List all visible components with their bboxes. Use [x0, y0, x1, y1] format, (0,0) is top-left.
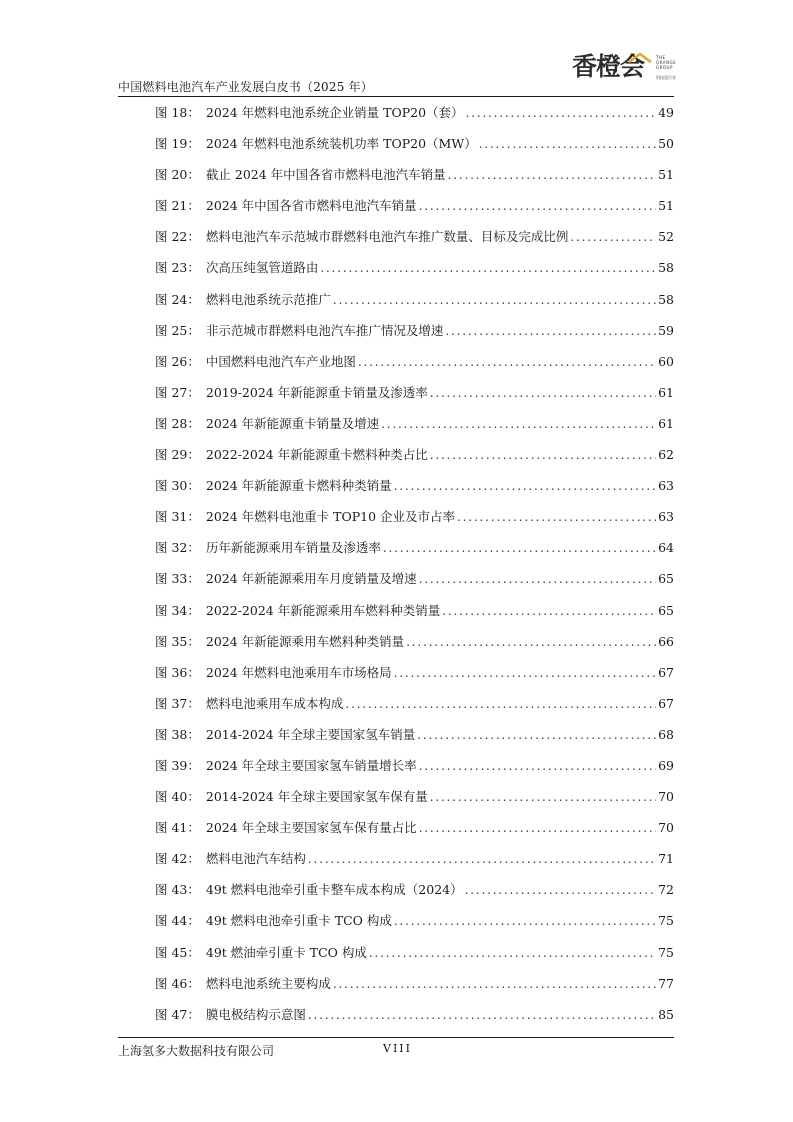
dot-leader	[466, 103, 657, 124]
dot-leader	[442, 601, 656, 622]
figure-label: 图 30：	[155, 478, 200, 494]
figure-title: 2024 年新能源重卡燃料种类销量	[205, 478, 392, 494]
toc-entry[interactable]	[155, 1004, 674, 1035]
figure-title: 49t 燃料电池牵引重卡 TCO 构成	[205, 913, 392, 929]
figure-page-number: 71	[658, 851, 674, 867]
figure-title: 2024 年燃料电池系统装机功率 TOP20（MW）	[205, 136, 477, 152]
figure-title: 燃料电池汽车示范城市群燃料电池汽车推广数量、目标及完成比例	[205, 229, 569, 245]
figure-page-number: 65	[658, 602, 674, 618]
logo-en-line: ORANGE	[656, 60, 677, 65]
toc-entry[interactable]	[155, 257, 674, 288]
figure-page-number: 75	[658, 913, 674, 929]
figure-label: 图 24：	[155, 291, 200, 307]
figure-label: 图 22：	[155, 229, 200, 245]
figure-page-number: 72	[658, 882, 674, 898]
figure-title: 2014-2024 年全球主要国家氢车销量	[205, 726, 416, 742]
figure-label: 图 25：	[155, 322, 200, 338]
figure-label: 图 29：	[155, 447, 200, 463]
dot-leader	[448, 165, 656, 186]
dot-leader	[381, 414, 656, 435]
figure-label: 图 28：	[155, 415, 200, 431]
figure-label: 图 37：	[155, 695, 200, 711]
toc-entry[interactable]	[155, 724, 674, 755]
toc-entry[interactable]	[155, 879, 674, 910]
figure-label: 图 31：	[155, 509, 200, 525]
figure-label: 图 39：	[155, 757, 200, 773]
toc-entry[interactable]	[155, 289, 674, 320]
figure-page-number: 70	[658, 820, 674, 836]
figure-label: 图 38：	[155, 726, 200, 742]
toc-entry[interactable]	[155, 506, 674, 537]
figure-label: 图 36：	[155, 664, 200, 680]
dot-leader	[465, 880, 656, 901]
logo-subtitle: 科技氢行业	[656, 75, 676, 80]
dot-leader	[406, 632, 656, 653]
figure-title: 2014-2024 年全球主要国家氢车保有量	[205, 789, 428, 805]
figure-title: 2024 年新能源乘用车燃料种类销量	[205, 633, 405, 649]
figure-label: 图 47：	[155, 1006, 200, 1022]
figure-page-number: 63	[658, 478, 674, 494]
figure-title: 2024 年中国各省市燃料电池汽车销量	[205, 198, 417, 214]
figure-title: 2022-2024 年新能源重卡燃料种类占比	[205, 447, 428, 463]
figure-title: 燃料电池系统主要构成	[205, 975, 331, 991]
figure-page-number: 58	[658, 260, 674, 276]
toc-entry[interactable]	[155, 568, 674, 599]
figure-title: 49t 燃油牵引重卡 TCO 构成	[205, 944, 367, 960]
figure-label: 图 27：	[155, 384, 200, 400]
toc-entry[interactable]	[155, 848, 674, 879]
orange-group-logo	[572, 49, 676, 85]
figure-page-number: 85	[658, 1006, 674, 1022]
figure-page-number: 68	[658, 726, 674, 742]
dot-leader	[333, 974, 656, 995]
dot-leader	[394, 663, 656, 684]
page-number: VIII	[383, 1042, 412, 1055]
toc-entry[interactable]	[155, 382, 674, 413]
dot-leader	[333, 290, 656, 311]
footer-company-name: 上海氢多大数据科技有限公司	[118, 1044, 275, 1058]
dot-leader	[419, 196, 656, 217]
figure-page-number: 62	[658, 447, 674, 463]
figure-page-number: 63	[658, 509, 674, 525]
dot-leader	[394, 476, 656, 497]
document-header-title: 中国燃料电池汽车产业发展白皮书（2025 年）	[118, 80, 373, 94]
dot-leader	[308, 849, 656, 870]
toc-entry[interactable]	[155, 755, 674, 786]
dot-leader	[430, 445, 656, 466]
toc-entry[interactable]	[155, 475, 674, 506]
figure-title: 2019-2024 年新能源重卡销量及渗透率	[205, 384, 428, 400]
orange-mark-icon	[627, 53, 653, 63]
figure-page-number: 50	[658, 136, 674, 152]
dot-leader	[430, 787, 656, 808]
figure-label: 图 41：	[155, 820, 200, 836]
dot-leader	[383, 538, 656, 559]
figure-title: 燃料电池汽车结构	[205, 851, 306, 867]
logo-english-name	[656, 55, 676, 70]
figure-page-number: 70	[658, 789, 674, 805]
figure-title: 2022-2024 年新能源乘用车燃料种类销量	[205, 602, 441, 618]
dot-leader	[419, 818, 656, 839]
logo-en-line: GROUP	[656, 65, 673, 70]
figure-page-number: 77	[658, 975, 674, 991]
figure-label: 图 20：	[155, 167, 200, 183]
toc-entry[interactable]	[155, 817, 674, 848]
figure-page-number: 69	[658, 757, 674, 773]
toc-entry[interactable]	[155, 942, 674, 973]
figure-page-number: 67	[658, 664, 674, 680]
dot-leader	[308, 1005, 656, 1026]
figure-page-number: 64	[658, 540, 674, 556]
figure-label: 图 21：	[155, 198, 200, 214]
figure-title: 中国燃料电池汽车产业地图	[205, 353, 356, 369]
toc-entry[interactable]	[155, 351, 674, 382]
toc-entry[interactable]	[155, 444, 674, 475]
dot-leader	[570, 227, 656, 248]
figure-label: 图 33：	[155, 571, 200, 587]
figure-title: 次高压纯氢管道路由	[205, 260, 319, 276]
dot-leader	[445, 321, 656, 342]
figure-title: 截止 2024 年中国各省市燃料电池汽车销量	[205, 167, 446, 183]
figure-page-number: 66	[658, 633, 674, 649]
figure-page-number: 52	[658, 229, 674, 245]
figure-page-number: 65	[658, 571, 674, 587]
dot-leader	[419, 569, 656, 590]
figure-page-number: 59	[658, 322, 674, 338]
figure-label: 图 35：	[155, 633, 200, 649]
dot-leader	[419, 756, 656, 777]
toc-entry[interactable]	[155, 786, 674, 817]
figure-title: 燃料电池乘用车成本构成	[205, 695, 344, 711]
figure-page-number: 61	[658, 384, 674, 400]
toc-entry[interactable]	[155, 195, 674, 226]
dot-leader	[457, 507, 656, 528]
figure-title: 非示范城市群燃料电池汽车推广情况及增速	[205, 322, 444, 338]
figure-page-number: 49	[658, 105, 674, 120]
logo-wordmark: 香橙会	[572, 52, 645, 81]
figure-title: 49t 燃料电池牵引重卡整车成本构成（2024）	[205, 882, 463, 898]
toc-entry[interactable]	[155, 693, 674, 724]
toc-entry[interactable]	[155, 662, 674, 693]
figure-label: 图 42：	[155, 851, 200, 867]
toc-entry[interactable]	[155, 537, 674, 568]
figure-title: 2024 年新能源重卡销量及增速	[205, 415, 380, 431]
figure-label: 图 40：	[155, 789, 200, 805]
dot-leader	[345, 694, 656, 715]
figure-page-number: 51	[658, 198, 674, 214]
figure-title: 2024 年燃料电池重卡 TOP10 企业及市占率	[205, 509, 456, 525]
toc-entry[interactable]	[155, 102, 674, 133]
toc-entry[interactable]	[155, 910, 674, 941]
figure-label: 图 18：	[155, 105, 200, 120]
figure-page-number: 67	[658, 695, 674, 711]
footer-divider	[118, 1037, 674, 1038]
dot-leader	[430, 383, 656, 404]
figure-label: 图 44：	[155, 913, 200, 929]
toc-entry[interactable]	[155, 226, 674, 257]
figure-label: 图 19：	[155, 136, 200, 152]
toc-entry[interactable]	[155, 600, 674, 631]
figure-title: 膜电极结构示意图	[205, 1006, 306, 1022]
figure-label: 图 23：	[155, 260, 200, 276]
logo-en-line: THE	[656, 55, 666, 60]
toc-entry[interactable]	[155, 320, 674, 351]
toc-entry[interactable]	[155, 413, 674, 444]
figure-label: 图 26：	[155, 353, 200, 369]
figure-title: 燃料电池系统示范推广	[205, 291, 331, 307]
toc-entry[interactable]	[155, 631, 674, 662]
toc-entry[interactable]	[155, 973, 674, 1004]
toc-entry[interactable]	[155, 164, 674, 195]
toc-entry[interactable]	[155, 133, 674, 164]
dot-leader	[479, 134, 656, 155]
dot-leader	[358, 352, 656, 373]
figure-page-number: 61	[658, 415, 674, 431]
figure-label: 图 45：	[155, 944, 200, 960]
dot-leader	[417, 725, 656, 746]
figure-list	[155, 102, 674, 1035]
figure-title: 历年新能源乘用车销量及渗透率	[205, 540, 381, 556]
figure-label: 图 43：	[155, 882, 200, 898]
figure-label: 图 34：	[155, 602, 200, 618]
figure-title: 2024 年全球主要国家氢车保有量占比	[205, 820, 417, 836]
figure-label: 图 32：	[155, 540, 200, 556]
dot-leader	[369, 943, 656, 964]
figure-page-number: 58	[658, 291, 674, 307]
dot-leader	[320, 258, 656, 279]
figure-page-number: 75	[658, 944, 674, 960]
figure-page-number: 60	[658, 353, 674, 369]
figure-title: 2024 年新能源乘用车月度销量及增速	[205, 571, 417, 587]
header-divider	[118, 96, 674, 97]
figure-title: 2024 年燃料电池乘用车市场格局	[205, 664, 392, 680]
figure-page-number: 51	[658, 167, 674, 183]
figure-label: 图 46：	[155, 975, 200, 991]
dot-leader	[394, 911, 656, 932]
figure-title: 2024 年全球主要国家氢车销量增长率	[205, 757, 417, 773]
figure-title: 2024 年燃料电池系统企业销量 TOP20（套）	[205, 105, 464, 120]
